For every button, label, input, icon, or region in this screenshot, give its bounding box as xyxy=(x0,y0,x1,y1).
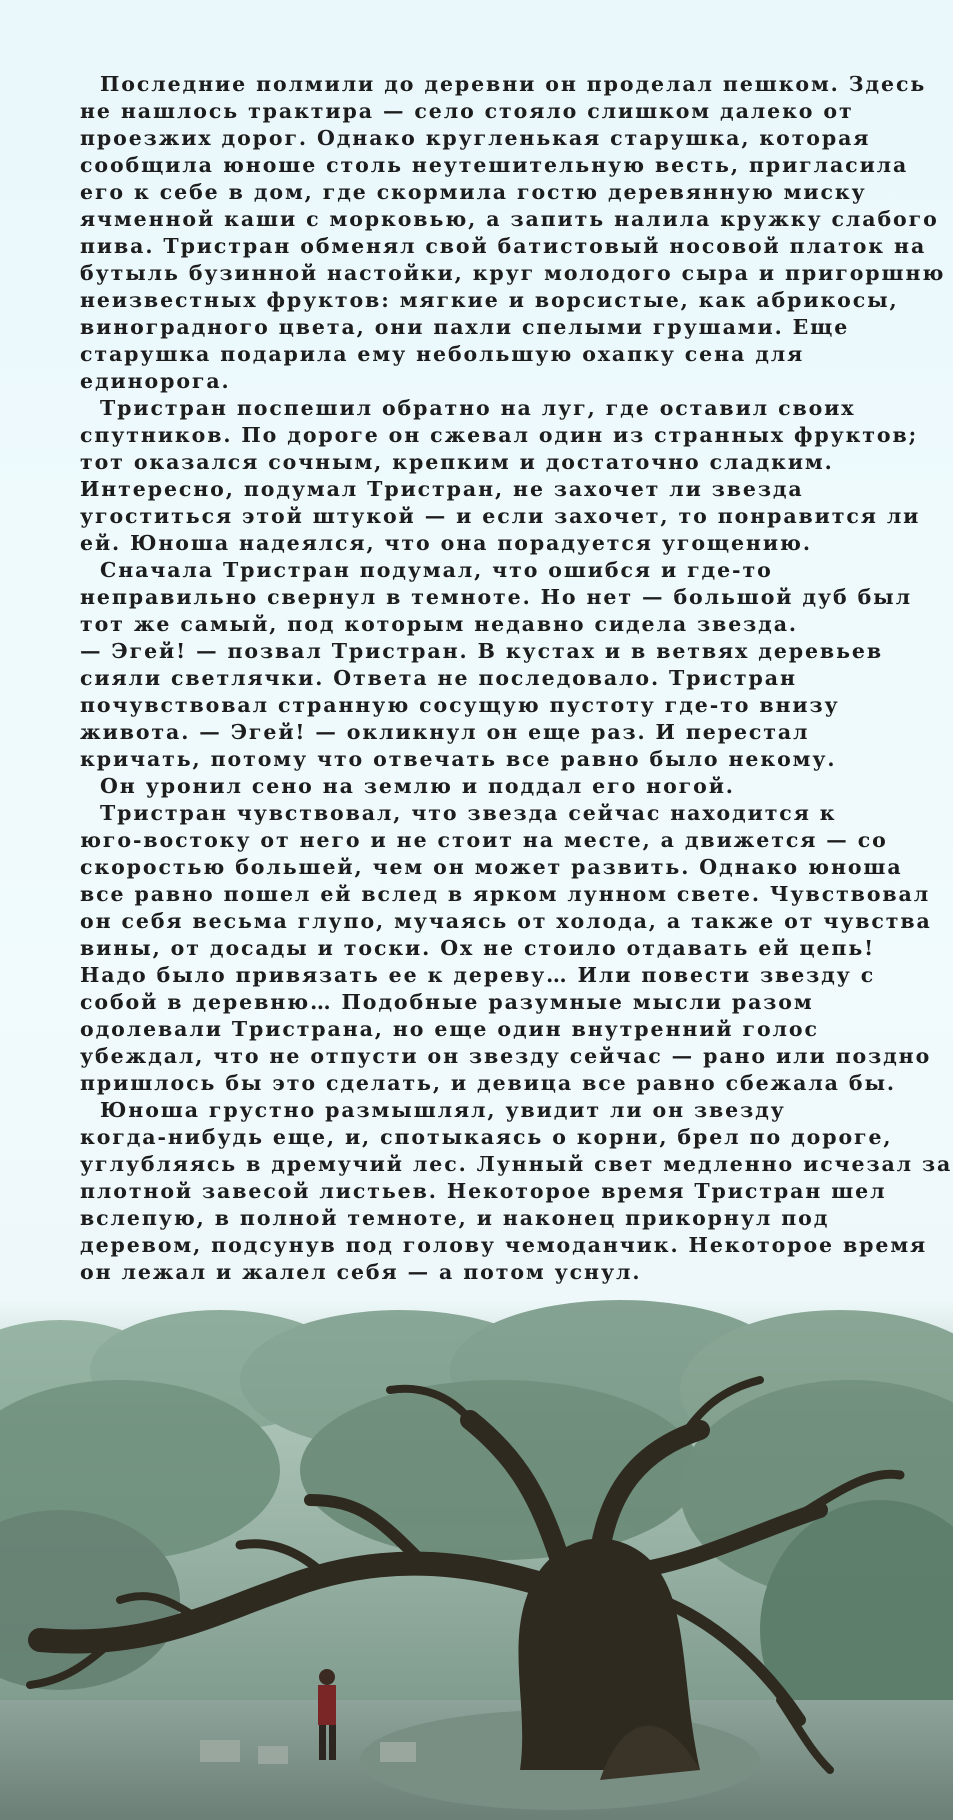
paragraph-line: Сначала Тристран подумал, что ошибся и где-то xyxy=(100,558,773,582)
paragraph-line: ей. Юноша надеялся, что она порадуется угощению. xyxy=(80,531,812,555)
illustration-svg xyxy=(0,1300,953,1820)
paragraph-line: живота. — Эгей! — окликнул он еще раз. И перестал xyxy=(80,720,810,744)
paragraph-line: пива. Тристран обменял свой батистовый носовой платок на xyxy=(80,234,927,258)
paragraph-line: Последние полмили до деревни он проделал пешком. Здесь xyxy=(100,72,927,96)
paragraph-line: плотной завесой листьев. Некоторое время Тристран шел xyxy=(80,1179,887,1203)
paragraph-line: бутыль бузинной настойки, круг молодого сыра и пригоршню xyxy=(80,261,946,285)
story-text xyxy=(80,71,953,1286)
paragraph-line: пришлось бы это сделать, и девица все равно сбежала бы. xyxy=(80,1071,896,1095)
paragraph-line: собой в деревню… Подобные разумные мысли разом xyxy=(80,990,814,1014)
paragraph-line: вслепую, в полной темноте, и наконец прикорнул под xyxy=(80,1206,830,1230)
paragraph-line: когда-нибудь еще, и, спотыкаясь о корни, брел по дороге, xyxy=(80,1125,893,1149)
paragraph-line: сияли светлячки. Ответа не последовало. Тристран xyxy=(80,666,797,690)
paragraph-line: Интересно, подумал Тристран, не захочет ли звезда xyxy=(80,477,804,501)
paragraph-line: не нашлось трактира — село стояло слишком далеко от xyxy=(80,99,854,123)
paragraph-line: спутников. По дороге он сжевал один из странных фруктов; xyxy=(80,423,919,447)
paragraph-line: ячменной каши с морковью, а запить налила кружку слабого xyxy=(80,207,939,231)
paragraph-line: Надо было привязать ее к дереву… Или повести звезду с xyxy=(80,963,876,987)
paragraph-line: Юноша грустно размышлял, увидит ли он звезду xyxy=(100,1098,786,1122)
paragraph-line: углубляясь в дремучий лес. Лунный свет медленно исчезал за xyxy=(80,1152,953,1176)
paragraph-line: он лежал и жалел себя — а потом уснул. xyxy=(80,1260,642,1284)
paragraph-line: неизвестных фруктов: мягкие и ворсистые, как абрикосы, xyxy=(80,288,899,312)
paragraph-line: вины, от досады и тоски. Ох не стоило отдавать ей цепь! xyxy=(80,936,876,960)
paragraph-line: тот же самый, под которым недавно сидела звезда. xyxy=(80,612,798,636)
paragraph-line: проезжих дорог. Однако кругленькая старушка, которая xyxy=(80,126,871,150)
paragraph-line: все равно пошел ей вслед в ярком лунном свете. Чувствовал xyxy=(80,882,931,906)
forest-oak-illustration xyxy=(0,1300,953,1820)
paragraph-line: единорога. xyxy=(80,369,231,393)
paragraph-line: Тристран чувствовал, что звезда сейчас находится к xyxy=(100,801,837,825)
paragraph-line: виноградного цвета, они пахли спелыми грушами. Еще xyxy=(80,315,850,339)
paragraph-line: старушка подарила ему небольшую охапку сена для xyxy=(80,342,805,366)
paragraph-line: убеждал, что не отпусти он звезду сейчас — рано или поздно xyxy=(80,1044,932,1068)
paragraph-line: сообщила юноше столь неутешительную весть, пригласила xyxy=(80,153,909,177)
paragraph-line: его к себе в дом, где скормила гостю деревянную миску xyxy=(80,180,867,204)
paragraph-line: — Эгей! — позвал Тристран. В кустах и в ветвях деревьев xyxy=(80,639,883,663)
paragraph-line: неправильно свернул в темноте. Но нет — большой дуб был xyxy=(80,585,912,609)
paragraph-line: деревом, подсунув под голову чемоданчик. Некоторое время xyxy=(80,1233,928,1257)
paragraph-line: кричать, потому что отвечать все равно было некому. xyxy=(80,747,837,771)
paragraph-line: тот оказался сочным, крепким и достаточно сладким. xyxy=(80,450,834,474)
paragraph-line: угоститься этой штукой — и если захочет, то понравится ли xyxy=(80,504,921,528)
paragraph-line: он себя весьма глупо, мучаясь от холода, а также от чувства xyxy=(80,909,932,933)
paragraph-line: Тристран поспешил обратно на луг, где оставил своих xyxy=(100,396,856,420)
paragraph-line: одолевали Тристрана, но еще один внутренний голос xyxy=(80,1017,819,1041)
paragraph-line: почувствовал странную сосущую пустоту где-то внизу xyxy=(80,693,840,717)
paragraph-line: Он уронил сено на землю и поддал его ногой. xyxy=(100,774,735,798)
paragraph-line: юго-востоку от него и не стоит на месте, а движется — со xyxy=(80,828,888,852)
paragraph-line: скоростью большей, чем он может развить. Однако юноша xyxy=(80,855,903,879)
